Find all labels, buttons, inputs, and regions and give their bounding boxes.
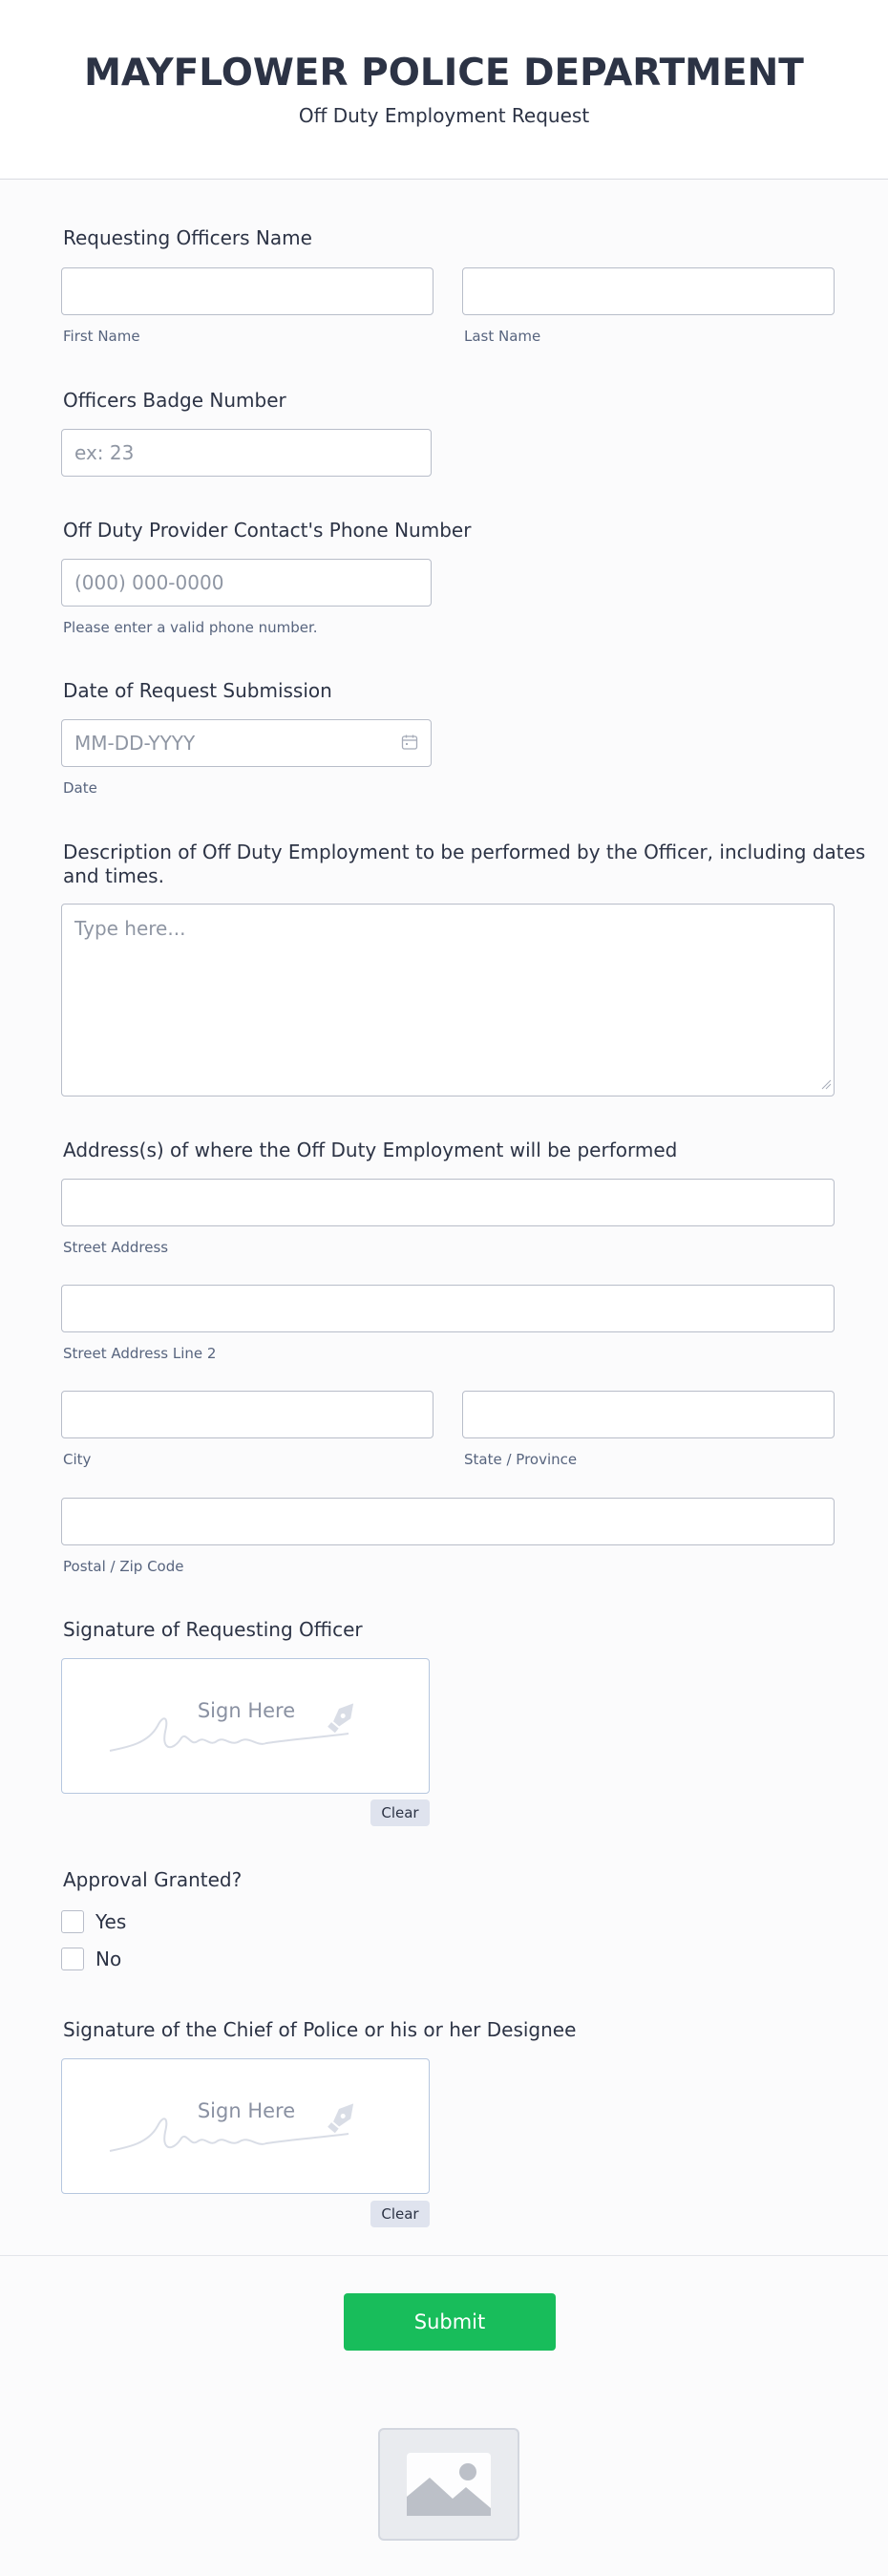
- phone-label: Off Duty Provider Contact's Phone Number: [63, 519, 472, 542]
- date-sublabel: Date: [63, 779, 97, 797]
- calendar-icon[interactable]: [401, 734, 418, 751]
- yes-label: Yes: [95, 1910, 127, 1933]
- officer-signature-pad[interactable]: [61, 1658, 430, 1794]
- yes-checkbox[interactable]: [61, 1910, 84, 1933]
- phone-input[interactable]: [61, 559, 432, 607]
- chief-sign-here-text: Sign Here: [197, 2099, 296, 2122]
- footer-divider: [0, 2255, 888, 2256]
- city-input[interactable]: [61, 1391, 433, 1438]
- badge-number-input[interactable]: [61, 429, 432, 477]
- chief-signature-clear-button[interactable]: Clear: [370, 2201, 430, 2227]
- signature-scribble-icon: [62, 2059, 431, 2195]
- date-input[interactable]: [61, 719, 432, 767]
- chief-signature-pad[interactable]: [61, 2058, 430, 2194]
- zip-sublabel: Postal / Zip Code: [63, 1558, 184, 1575]
- image-placeholder-icon: [378, 2428, 519, 2541]
- phone-hint: Please enter a valid phone number.: [63, 619, 318, 636]
- no-checkbox[interactable]: [61, 1948, 84, 1970]
- approval-option-yes[interactable]: [61, 1909, 126, 1934]
- officer-sign-here-text: Sign Here: [197, 1699, 296, 1722]
- signature-scribble-icon: [62, 1659, 431, 1795]
- zip-input[interactable]: [61, 1498, 835, 1545]
- street-address-line2-input[interactable]: [61, 1285, 835, 1332]
- street-address-input[interactable]: [61, 1179, 835, 1226]
- last-name-input[interactable]: [462, 267, 835, 315]
- form-subtitle: Off Duty Employment Request: [298, 104, 590, 127]
- street-address-line2-sublabel: Street Address Line 2: [63, 1345, 217, 1362]
- approval-label: Approval Granted?: [63, 1868, 243, 1891]
- resize-grip-icon[interactable]: [818, 1076, 832, 1090]
- chief-signature-label: Signature of the Chief of Police or his or her Designee: [63, 2018, 577, 2041]
- form-title: MAYFLOWER POLICE DEPARTMENT: [84, 52, 804, 95]
- street-address-sublabel: Street Address: [63, 1239, 169, 1256]
- officer-name-label: Requesting Officers Name: [63, 226, 312, 249]
- address-label: Address(s) of where the Off Duty Employment will be performed: [63, 1139, 678, 1161]
- approval-option-no[interactable]: [61, 1947, 121, 1971]
- officer-signature-clear-button[interactable]: Clear: [370, 1799, 430, 1826]
- first-name-input[interactable]: [61, 267, 433, 315]
- badge-number-label: Officers Badge Number: [63, 389, 286, 412]
- date-label: Date of Request Submission: [63, 679, 332, 702]
- city-sublabel: City: [63, 1451, 92, 1468]
- submit-button[interactable]: Submit: [344, 2293, 556, 2351]
- description-textarea[interactable]: [61, 904, 835, 1096]
- last-name-sublabel: Last Name: [464, 328, 541, 345]
- first-name-sublabel: First Name: [63, 328, 140, 345]
- officer-signature-label: Signature of Requesting Officer: [63, 1618, 363, 1641]
- no-label: No: [95, 1948, 122, 1970]
- form-header: [0, 0, 888, 180]
- description-label-line1: Description of Off Duty Employment to be performed by the Officer, including dates: [63, 841, 866, 863]
- description-label-line2: and times.: [63, 864, 164, 887]
- state-input[interactable]: [462, 1391, 835, 1438]
- state-sublabel: State / Province: [464, 1451, 578, 1468]
